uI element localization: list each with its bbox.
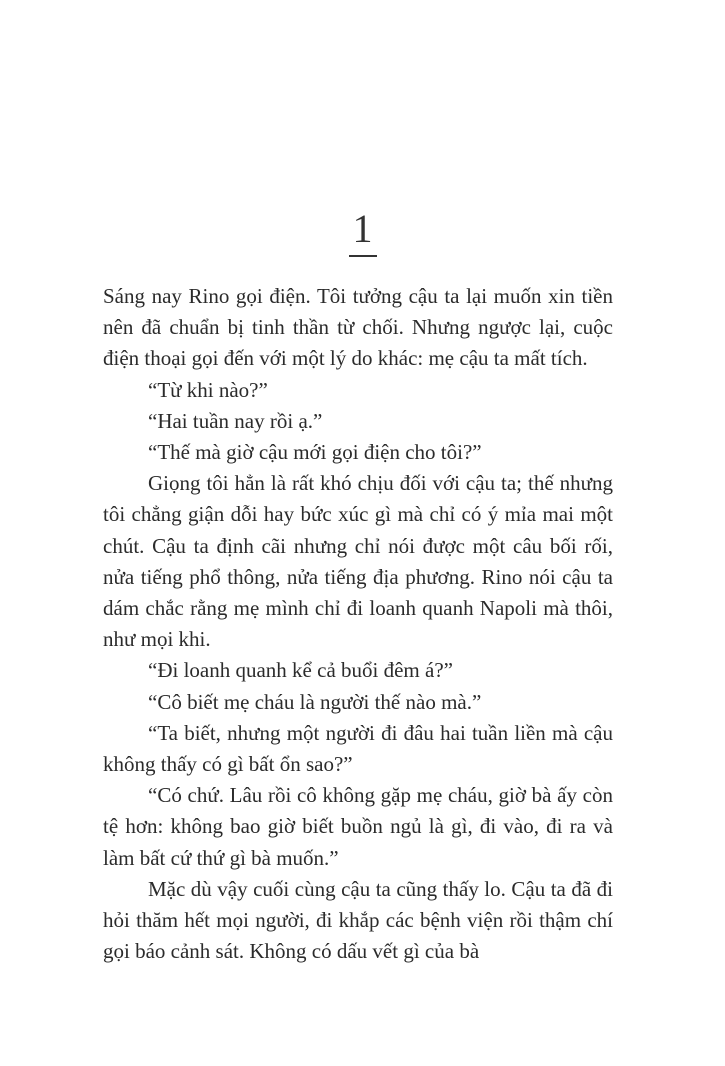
paragraph-7: “Cô biết mẹ cháu là người thế nào mà.” xyxy=(148,689,482,714)
paragraph-6: “Đi loanh quanh kể cả buổi đêm á?” xyxy=(148,658,453,683)
paragraph-10: Mặc dù vậy cuối cùng cậu ta cũng thấy lo. Cậu ta đã đi hỏi thăm hết mọi người, đi khắp các bệnh viện rồi thậm chí gọi báo cảnh sát. Không có dấu vết gì của bà xyxy=(103,876,613,964)
paragraph-8: “Ta biết, nhưng một người đi đâu hai tuần liền mà cậu không thấy có gì bất ổn sao?” xyxy=(103,720,613,777)
paragraph-5: Giọng tôi hẳn là rất khó chịu đối với cậu ta; thế nhưng tôi chẳng giận dỗi hay bức xúc gì mà chỉ có ý mỉa mai một chút. Cậu ta định cãi nhưng chỉ nói được một câu bối rối, nửa tiếng phổ thông, nửa tiếng địa phương. Rino nói cậu ta dám chắc rằng mẹ mình chỉ đi loanh quanh Napoli mà thôi, như mọi khi. xyxy=(103,471,613,652)
paragraph-3: “Hai tuần nay rồi ạ.” xyxy=(148,408,323,433)
paragraph-2: “Từ khi nào?” xyxy=(148,377,268,402)
chapter-number-text: 1 xyxy=(349,205,377,257)
body-text xyxy=(103,281,613,967)
paragraph-9: “Có chứ. Lâu rồi cô không gặp mẹ cháu, giờ bà ấy còn tệ hơn: không bao giờ biết buồn ngủ là gì, đi vào, đi ra và làm bất cứ thứ gì bà muốn.” xyxy=(103,783,613,870)
chapter-number xyxy=(0,205,725,257)
paragraph-4: “Thế mà giờ cậu mới gọi điện cho tôi?” xyxy=(148,440,482,465)
paragraph-1: Sáng nay Rino gọi điện. Tôi tưởng cậu ta lại muốn xin tiền nên đã chuẩn bị tinh thần từ chối. Nhưng ngược lại, cuộc điện thoại gọi đến với một lý do khác: mẹ cậu ta mất tích. xyxy=(103,284,613,371)
